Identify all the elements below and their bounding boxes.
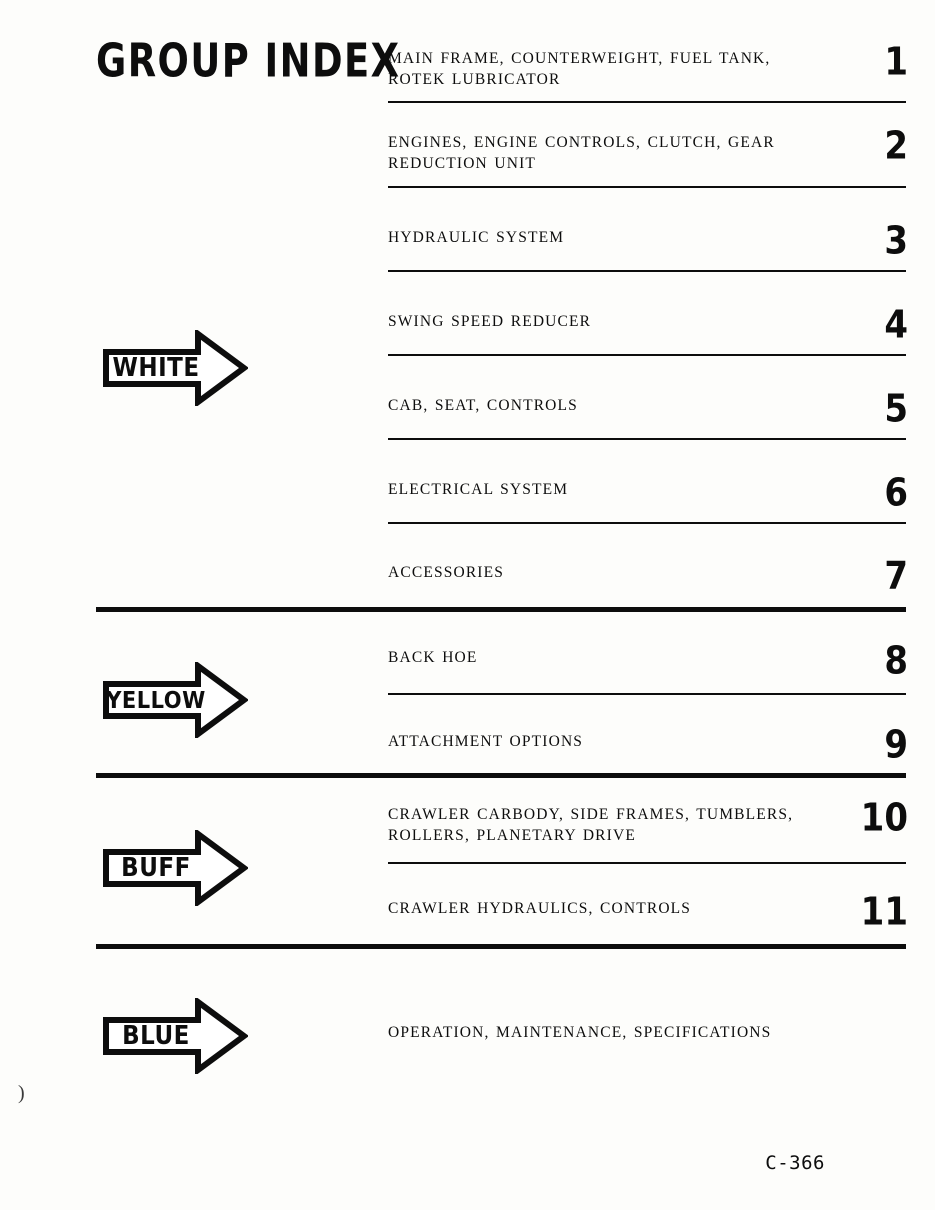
index-entry-text: CAB, SEAT, CONTROLS xyxy=(388,397,578,414)
index-entry-text: MAIN FRAME, COUNTERWEIGHT, FUEL TANK, ROTEK LUBRICATOR xyxy=(388,50,771,88)
index-entry-text: CRAWLER CARBODY, SIDE FRAMES, TUMBLERS, ROLLERS, PLANETARY DRIVE xyxy=(388,806,794,844)
index-entry-number: 2 xyxy=(884,124,908,169)
section-arrow-blue[interactable] xyxy=(102,998,248,1074)
section-arrow-label: BUFF xyxy=(121,853,191,883)
entry-divider xyxy=(388,522,906,524)
section-arrow-white[interactable] xyxy=(102,330,248,406)
index-entry-text: HYDRAULIC SYSTEM xyxy=(388,229,565,246)
section-divider xyxy=(96,944,906,949)
section-arrow-label: BLUE xyxy=(122,1021,190,1051)
index-entry-number: 6 xyxy=(884,471,908,516)
index-entry-number: 3 xyxy=(884,219,908,264)
index-entry-text: BACK HOE xyxy=(388,649,478,666)
entry-divider xyxy=(388,438,906,440)
index-entry-text: CRAWLER HYDRAULICS, CONTROLS xyxy=(388,900,692,917)
entry-divider xyxy=(388,862,906,864)
index-entry-text: ELECTRICAL SYSTEM xyxy=(388,481,569,498)
footer-document-code: C-366 xyxy=(765,1152,825,1174)
stray-pen-mark: ) xyxy=(18,1082,25,1104)
entry-divider xyxy=(388,186,906,188)
index-entry-number: 4 xyxy=(884,303,908,348)
entry-divider xyxy=(388,101,906,103)
index-entry-text: ENGINES, ENGINE CONTROLS, CLUTCH, GEAR REDUCTION UNIT xyxy=(388,134,775,172)
index-entry-text: SWING SPEED REDUCER xyxy=(388,313,592,330)
index-entry-text: ACCESSORIES xyxy=(388,564,505,581)
section-arrow-label: WHITE xyxy=(112,353,200,383)
index-entry-text: ATTACHMENT OPTIONS xyxy=(388,733,584,750)
section-divider xyxy=(96,607,906,612)
entry-divider xyxy=(388,354,906,356)
index-entry-text: OPERATION, MAINTENANCE, SPECIFICATIONS xyxy=(388,1024,772,1041)
index-entry-number: 1 xyxy=(884,40,908,85)
entry-divider xyxy=(388,693,906,695)
section-arrow-label: YELLOW xyxy=(106,686,206,714)
index-entry-number: 5 xyxy=(884,387,908,432)
section-arrow-yellow[interactable] xyxy=(102,662,248,738)
index-entry-number: 8 xyxy=(884,639,908,684)
page-title: GROUP INDEX xyxy=(96,34,401,88)
section-divider xyxy=(96,773,906,778)
index-entry-number: 9 xyxy=(884,723,908,768)
index-entry-number: 10 xyxy=(860,796,908,841)
section-arrow-buff[interactable] xyxy=(102,830,248,906)
index-entry-number: 7 xyxy=(884,554,908,599)
entry-divider xyxy=(388,270,906,272)
index-entry-number: 11 xyxy=(860,890,908,935)
